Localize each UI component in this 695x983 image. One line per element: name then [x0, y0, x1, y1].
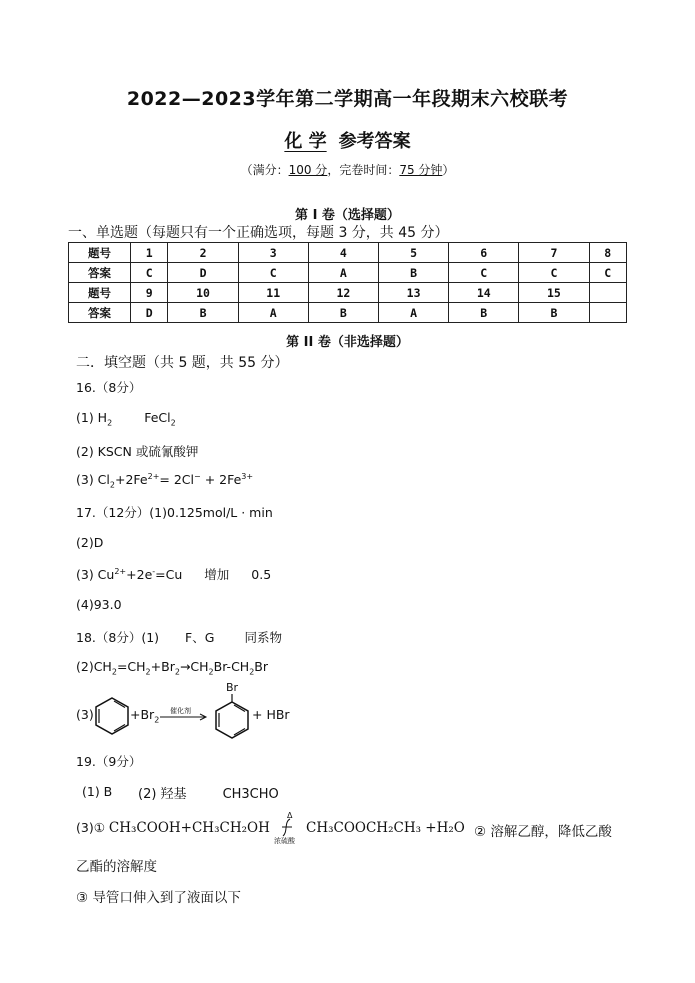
q18-head: 18.（8分）(1)	[76, 630, 160, 645]
q17-answer-3	[76, 565, 271, 583]
q19-answer-3-2: ② 溶解乙醇，降低乙酸	[474, 824, 612, 840]
benzene-ring-icon	[92, 695, 132, 737]
q16-a3-sup: 2+	[147, 472, 160, 481]
table-cell: 4	[308, 243, 378, 263]
table-cell: 9	[131, 283, 168, 303]
q17-head: 17.（12分）	[76, 505, 150, 520]
q19-a2-b: CH3CHO	[222, 787, 279, 802]
q19-products	[306, 820, 465, 836]
q16-answer-1	[76, 410, 176, 428]
q17-answer-4: (4)93.0	[76, 597, 122, 612]
q16-a1-b-sub: 2	[170, 418, 176, 428]
table-cell: 题号	[69, 283, 131, 303]
q16-a1: (1) H	[76, 410, 108, 425]
q19-heading: 19.（9分）	[76, 754, 142, 769]
table-cell: 12	[308, 283, 378, 303]
q19-products-text: CH₃COOCH₂CH₃ +H₂O	[306, 820, 465, 836]
q18-a2-p8: 2	[249, 667, 255, 677]
table-cell: 10	[168, 283, 238, 303]
q18-a2-p5: →CH	[179, 659, 209, 674]
q19-a2: (2) 羟基	[138, 787, 187, 802]
q18-a2-p0: 2	[111, 667, 117, 677]
table-cell: D	[168, 263, 238, 283]
table-cell: B	[308, 303, 378, 323]
table-cell: A	[378, 303, 448, 323]
table-cell: 7	[519, 243, 589, 263]
q18-a2-p2: 2	[145, 667, 151, 677]
q19-answer-3-2-cont: 乙酯的溶解度	[76, 859, 157, 875]
q18-a2-p3: +Br	[150, 659, 175, 674]
subtitle	[0, 127, 695, 153]
q17-a3-rest: +2e	[126, 567, 153, 582]
exam-time: 75 分钟	[399, 163, 443, 177]
q18-br2-sub: 2	[154, 715, 160, 725]
table-cell: B	[519, 303, 589, 323]
reaction-arrow-icon	[160, 712, 210, 722]
table-cell: 2	[168, 243, 238, 263]
table-cell: B	[168, 303, 238, 323]
table-cell: 答案	[69, 263, 131, 283]
meta-suffix: ）	[442, 163, 455, 177]
section-1-heading: 一、单选题（每题只有一个正确选项，每题 3 分，共 45 分）	[68, 225, 449, 241]
bromobenzene-icon	[212, 694, 252, 744]
q17-a3-sup: 2+	[114, 566, 127, 576]
q18-a1-b: F、G	[185, 630, 215, 645]
q19-answer-2	[138, 783, 279, 802]
q18-a2-p7: Br-CH	[213, 659, 250, 674]
table-cell: 6	[449, 243, 519, 263]
q16-a3-mid2: + 2Fe	[200, 472, 242, 488]
catalyst-conc-sulfuric: 浓硫酸	[274, 837, 295, 845]
table-cell	[589, 303, 627, 323]
q18-a3-label: (3)	[76, 707, 94, 722]
table-cell: C	[449, 263, 519, 283]
exam-meta	[0, 161, 695, 178]
table-cell: A	[308, 263, 378, 283]
full-score: 100 分	[288, 163, 328, 177]
table-cell: 3	[238, 243, 308, 263]
q18-answer-2	[76, 659, 268, 677]
q16-answer-3	[76, 472, 253, 490]
q16-answer-2: (2) KSCN 或硫氰酸钾	[76, 444, 199, 459]
q17-answer-1: (1)0.125mol/L · min	[149, 505, 273, 520]
q17-heading	[76, 503, 273, 521]
part-2-heading: 第 II 卷（非选择题）	[286, 335, 409, 350]
q18-a2-p6: 2	[208, 667, 214, 677]
table-cell: 8	[589, 243, 627, 263]
q16-a1-b: FeCl	[144, 410, 171, 425]
page-title: 2022—2023学年第二学期高一年段期末六校联考	[126, 88, 569, 110]
q18-a2-p4: 2	[174, 667, 180, 677]
meta-prefix: （满分：	[240, 163, 289, 177]
q18-a2-p9: Br	[254, 659, 269, 674]
q19-reactants: CH₃COOH+CH₃CH₂OH	[108, 820, 270, 836]
table-row	[69, 263, 627, 283]
q17-answer-2: (2)D	[76, 535, 104, 550]
subtitle-label: 参考答案	[338, 131, 411, 152]
table-cell: C	[131, 263, 168, 283]
q19-answer-1: (1) B	[82, 784, 113, 799]
catalyst-label: 催化剂	[170, 707, 191, 715]
table-row	[69, 283, 627, 303]
table-cell: 1	[131, 243, 168, 263]
part-1-heading: 第 I 卷（选择题）	[295, 208, 400, 223]
table-cell: 答案	[69, 303, 131, 323]
q17-a3-sup2: -	[152, 566, 156, 576]
table-cell: 题号	[69, 243, 131, 263]
q19-a3-label: (3)①	[76, 820, 105, 835]
table-cell: C	[519, 263, 589, 283]
subject: 化 学	[284, 131, 327, 152]
q18-hbr: + HBr	[252, 707, 290, 722]
table-cell: D	[131, 303, 168, 323]
bromo-label: Br	[226, 681, 239, 694]
table-cell: C	[238, 263, 308, 283]
q18-br2	[130, 707, 159, 725]
q16-a3: (3) Cl	[76, 472, 110, 488]
q17-a3-b: 增加	[204, 567, 230, 582]
table-cell: 13	[378, 283, 448, 303]
table-row	[69, 303, 627, 323]
table-cell	[589, 283, 627, 303]
table-cell: 15	[519, 283, 589, 303]
q17-a3-c: 0.5	[251, 567, 272, 582]
q19-answer-3	[76, 820, 270, 836]
table-row	[69, 243, 627, 263]
meta-mid: ，完卷时间：	[327, 163, 400, 177]
q18-heading	[76, 628, 282, 646]
section-2-heading: 二．填空题（共 5 题，共 55 分）	[76, 355, 289, 371]
table-cell: 5	[378, 243, 448, 263]
q16-a3-sub: 2	[109, 480, 115, 490]
q18-a2-p1: =CH	[116, 659, 146, 674]
heat-symbol: Δ	[287, 811, 293, 820]
q18-a1-c: 同系物	[244, 630, 282, 645]
q16-a3-eq: = 2Cl	[159, 472, 195, 488]
q16-a3-sup3: 3+	[241, 472, 254, 481]
table-cell: 14	[449, 283, 519, 303]
q16-a3-mid: +2Fe	[114, 472, 148, 488]
table-cell: C	[589, 263, 627, 283]
q16-a1-sub: 2	[107, 418, 113, 428]
q16-heading: 16.（8分）	[76, 380, 142, 395]
q18-a2: (2)CH	[76, 659, 112, 674]
table-cell: 11	[238, 283, 308, 303]
q19-answer-3-3: ③ 导管口伸入到了液面以下	[76, 890, 241, 906]
table-cell: B	[378, 263, 448, 283]
reversible-arrow-icon	[280, 818, 294, 838]
q17-a3-end: =Cu	[155, 567, 183, 582]
q17-a3: (3) Cu	[76, 567, 115, 582]
q18-br2-text: +Br	[130, 707, 155, 722]
table-cell: B	[449, 303, 519, 323]
table-cell: A	[238, 303, 308, 323]
answer-table	[68, 242, 627, 323]
q16-a3-sup2: −	[194, 472, 201, 481]
